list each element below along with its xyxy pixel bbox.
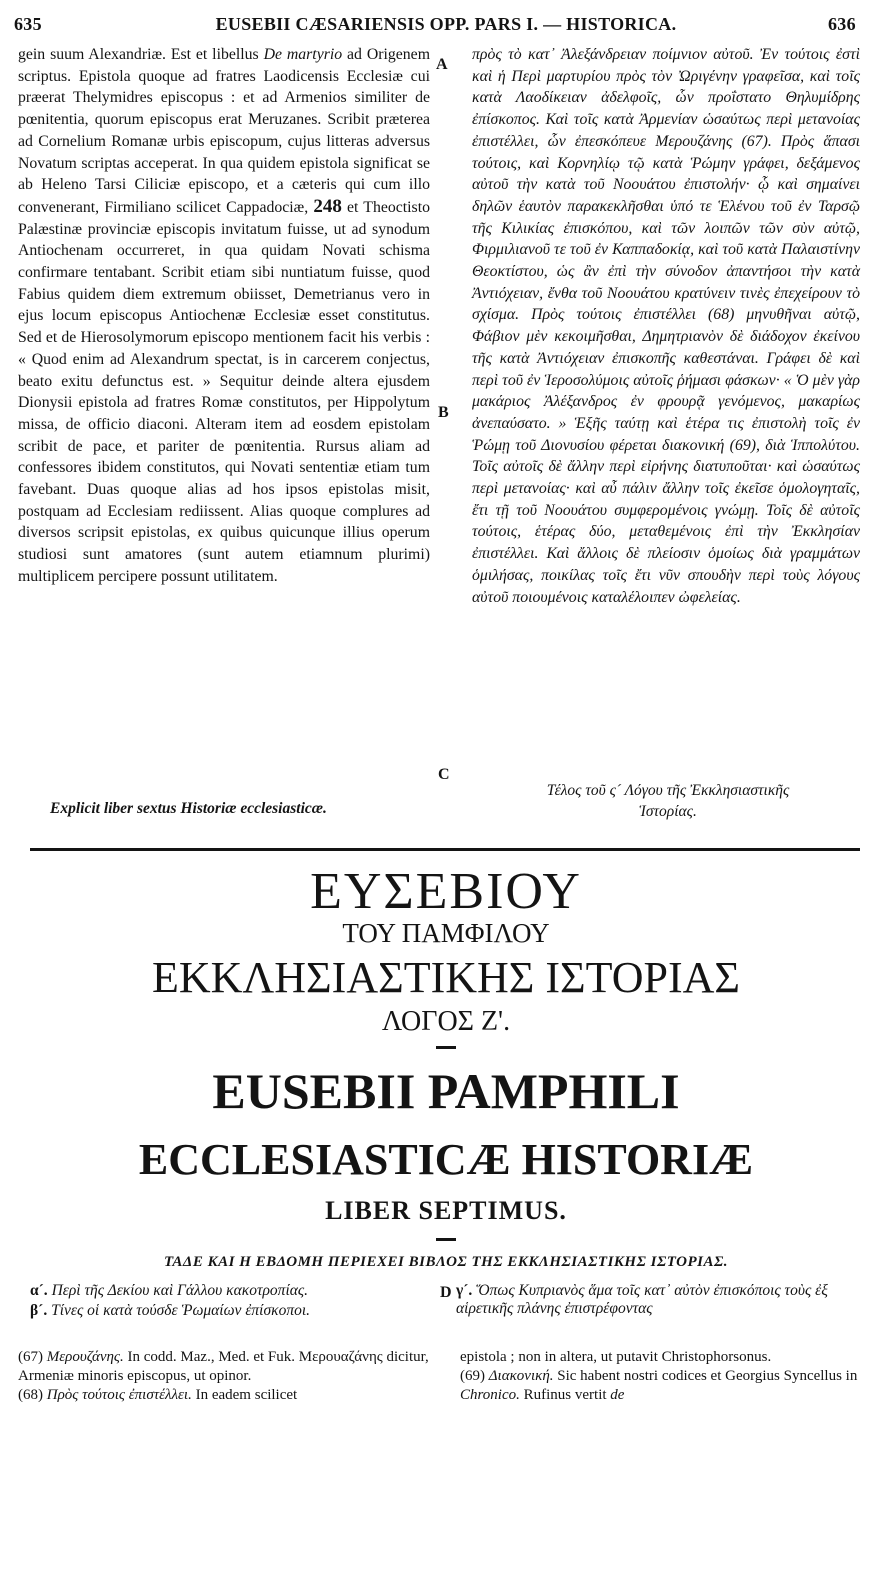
section-rule xyxy=(30,848,860,851)
footnote-lemma: Διακονική. xyxy=(488,1368,554,1384)
toc-item-number: γ´. xyxy=(456,1282,473,1299)
running-title: EUSEBII CÆSARIENSIS OPP. PARS I. — HISTORICA. xyxy=(215,14,677,34)
footnote-69 xyxy=(460,1367,860,1405)
latin-text-part1: gein suum Alexandriæ. Est et libellus xyxy=(18,46,264,63)
latin-de-martyrio: De martyrio xyxy=(263,46,343,63)
greek-epithet: ΤΟΥ ΠΑΜΦΙΛΟΥ xyxy=(342,918,550,948)
footnote-68 xyxy=(18,1386,434,1405)
footnote-ref: (67) xyxy=(18,1349,43,1365)
margin-letter-a: A xyxy=(436,56,448,73)
footnote-text: Sic habent nostri codices et Georgius Syncellus in xyxy=(557,1368,858,1384)
page-number-right: 636 xyxy=(828,14,856,34)
footnote-68-continued: epistola ; non in altera, ut putavit Christophorsonus. xyxy=(460,1349,772,1365)
greek-paragraph: πρὸς τὸ κατ᾽ Ἀλεξάνδρειαν ποίμνιον αὐτοῦ. Ἐν τούτοις ἐστὶ καὶ ἡ Περὶ μαρτυρίου πρὸς τὸν Ὠριγένην γραφεῖσα, καὶ τοῖς κατὰ Λαοδίκειαν ἀδελφοῖς, ὧν προΐστατο Θηλυμίδρης ἐπίσκοπος. Καὶ τοῖς κατὰ Ἀρμενίαν ὡσαύτως περὶ μετανοίας ἐπιστέλλει, ὧν ἐπεσκόπευε Μερουζάνης (67). Πρὸς ἅπασι τούτοις, καὶ Κορνηλίῳ τῷ κατὰ Ῥώμην γράφει, δεξάμενος αὐτοῦ τὴν κατὰ τοῦ Νοουάτου ἐπιστολήν· ᾧ καὶ σημαίνει δηλῶν ἑαυτὸν παρακεκλῆσθαι ὑπό τε Ἑλένου τοῦ ἐν Ταρσῷ τῆς Κιλικίας ἐπισκόπου, καὶ τῶν λοιπῶν τῶν σὺν αὐτῷ, Φιρμιλιανοῦ τε τοῦ ἐν Καππαδοκίᾳ, καὶ τοῦ κατὰ Παλαιστίνην Θεοκτίστου, ὡς ἂν ἐπὶ τὴν σύνοδον ἀπαντήσοι τὴν κατὰ Ἀντιόχειαν, ἔνθα τοῦ Νοουάτου κρατύνειν τινὲς ἐπεχείρουν τὸ σχίσμα. Πρὸς τούτοις ἐπιστέλλει (68) μηνυθῆναι αὐτῷ, Φάβιον μὲν κεκοιμῆσθαι, Δημητριανὸν δὲ διάδοχον ἐκείνου τῆς κατὰ Ἀντιόχειαν ἐπισκοπῆς καθεστάναι. Γράφει δὲ καὶ περὶ τοῦ ἐν Ἱεροσολύμοις αὐτοῖς ῥήμασι φάσκων· « Ὁ μὲν γὰρ μακάριος Ἀλέξανδρος ἐν φρουρᾷ γενόμενος, μακαρίως ἀνεπαύσατο. » Ἑξῆς ταύτῃ καὶ ἑτέρα τις ἐπιστολὴ τοῖς ἐν Ῥώμῃ τοῦ Διονυσίου φέρεται διακονική (69), διὰ Ἱππολύτου. Τοῖς αὐτοῖς δὲ ἄλλην περὶ εἰρήνης διατυποῦται· καὶ ὡσαύτως περὶ μετανοίας· καὶ αὖ πάλιν ἄλλην τοῖς ἐκεῖσε ὁμολογηταῖς, ἔτι τῇ τοῦ Νοουάτου συμφερομένοις γνώμῃ. Τοῖς δὲ αὐτοῖς τούτοις, ἑτέρας δύο, μεταθεμένοις ἐπὶ τὴν Ἐκκλησίαν ἐπιστέλλει. Καὶ ἄλλοις δὲ πλείοσιν ὁμοίως διὰ γραμμάτων ὁμιλήσας, ποικίλας τοῖς ἔτι νῦν σπουδὴν περὶ τοὺς λόγους αὐτοῦ ποιουμένοις καταλέλοιπεν ὠφελείας. xyxy=(472,46,860,606)
toc-item-2 xyxy=(30,1302,430,1320)
toc-item-text: Τίνες οἱ κατὰ τούσδε Ῥωμαίων ἐπίσκοποι. xyxy=(51,1302,311,1319)
toc-item-text: Περὶ τῆς Δεκίου καὶ Γάλλου κακοτροπίας. xyxy=(51,1282,309,1299)
latin-author-title: EUSEBII PAMPHILI xyxy=(212,1063,680,1119)
toc-item-3 xyxy=(456,1282,860,1318)
toc-item-number: β´. xyxy=(30,1302,48,1319)
footnotes-right xyxy=(460,1348,860,1405)
page-number-left: 635 xyxy=(14,14,42,34)
greek-telos-line1: Τέλος τοῦ ς´ Λόγου τῆς Ἐκκλησιαστικῆς xyxy=(546,782,790,799)
margin-letter-b: B xyxy=(438,404,449,421)
greek-author-title: ΕΥΣΕΒΙΟΥ xyxy=(310,863,582,920)
footnote-text: In codd. Maz., Med. et Fuk. Μερουαζάνης dicitur, Armeniæ minoris episcopus, ut opinor. xyxy=(18,1349,429,1384)
greek-book-number: ΛΟΓΟΣ Ζ'. xyxy=(381,1006,511,1037)
footnote-chronico: Chronico. xyxy=(460,1387,520,1403)
latin-work-title: ECCLESIASTICÆ HISTORIÆ xyxy=(138,1135,754,1184)
footnote-text: In eadem scilicet xyxy=(195,1387,298,1403)
footnote-ref: (69) xyxy=(460,1368,485,1384)
toc-item-text: Ὅπως Κυπριανὸς ἅμα τοῖς κατ᾽ αὐτὸν ἐπισκόποις τοὺς ἐξ αἱρετικῆς πλάνης ἐπιστρέφοντας xyxy=(456,1282,828,1317)
toc-heading: ΤΑΔΕ ΚΑΙ Η ΕΒΔΟΜΗ ΠΕΡΙΕΧΕΙ ΒΙΒΛΟΣ ΤΗΣ ΕΚΚΛΗΣΙΑΣΤΙΚΗΣ ΙΣΤΟΡΙΑΣ. xyxy=(163,1254,729,1270)
footnote-tail: Rufinus vertit xyxy=(523,1387,607,1403)
margin-letter-d: D xyxy=(440,1284,452,1301)
margin-letter-c: C xyxy=(438,766,450,783)
footnote-ref: (68) xyxy=(18,1387,43,1403)
footnote-de: de xyxy=(610,1387,625,1403)
toc-item-1 xyxy=(30,1282,430,1300)
latin-text-part3: et Theoctisto Palæstinæ provinciæ episcopis invitatum fuisse, ut ad synodum Antiochenam occurreret, in qua quidam Novati schisma confirmare tentabant. Scribit etiam sibi nuntiatum fuisse, quod Fabius quidem diem extremum obiisset, Demetrianus vero in ejus locum episcopus Antiochenæ Ecclesiæ esset constitutus. Sed et de Hierosolymorum episcopo mentionem facit his verbis : « Quod enim ad Alexandrum spectat, is in carcerem conjectus, beato exitu defunctus est. » Sequitur deinde altera ejusdem Dionysii epistola ad fratres Romæ constitutos, per Hippolytum missa, de officio diaconi. Alteram item ad eosdem epistolam scribit de pace, et pariter de pœnitentia. Rursus aliam ad confessores ibidem constitutos, qui Novati sententiæ etiam tum favebant. Duas quoque alias ad hos ipsos epistolas misit, postquam ad Ecclesiam rediissent. Alias quoque complures ad diversos scripsit epistolas, ex quibus quicunque illius operum studiosi sunt amatores (sunt autem etiamnum plurimi) multiplicem percipere possunt utilitatem. xyxy=(18,198,430,585)
greek-column xyxy=(472,44,860,608)
latin-text-part2: ad Origenem scriptus. Epistola quoque ad fratres Laodicensis Ecclesiæ cui præerat Thelymidres episcopus : et ad Armenios similiter de pœnitentia, quorum episcopus erat Meruzanes. Scribit præterea ad Cornelium Romanæ urbis episcopum, cujus litteras adversus Novatum scriptas acceperat. In qua quidem epistola significat se ab Heleno Tarsi Ciliciæ episcopo, et a cæteris qui cum illo convenerant, Firmiliano scilicet Cappadociæ, xyxy=(18,46,430,216)
latin-explicit: Explicit liber sextus Historiæ ecclesiasticæ. xyxy=(50,800,327,817)
section-number: 248 xyxy=(313,195,342,217)
toc-item-number: α´. xyxy=(30,1282,48,1299)
greek-work-title: ΕΚΚΛΗΣΙΑΣΤΙΚΗΣ ΙΣΤΟΡΙΑΣ xyxy=(151,953,741,1002)
title-dash xyxy=(436,1238,456,1241)
latin-paragraph xyxy=(18,44,430,588)
footnotes-left xyxy=(18,1348,434,1405)
footnote-67 xyxy=(18,1348,434,1386)
latin-column xyxy=(18,44,430,588)
title-dash xyxy=(436,1046,456,1049)
footnote-lemma: Μερουζάνης. xyxy=(46,1349,124,1365)
latin-book-number: LIBER SEPTIMUS. xyxy=(325,1196,567,1225)
footnote-lemma: Πρὸς τούτοις ἐπιστέλλει. xyxy=(46,1387,192,1403)
greek-telos-line2: Ἱστορίας. xyxy=(639,803,697,820)
greek-telos xyxy=(476,780,860,822)
